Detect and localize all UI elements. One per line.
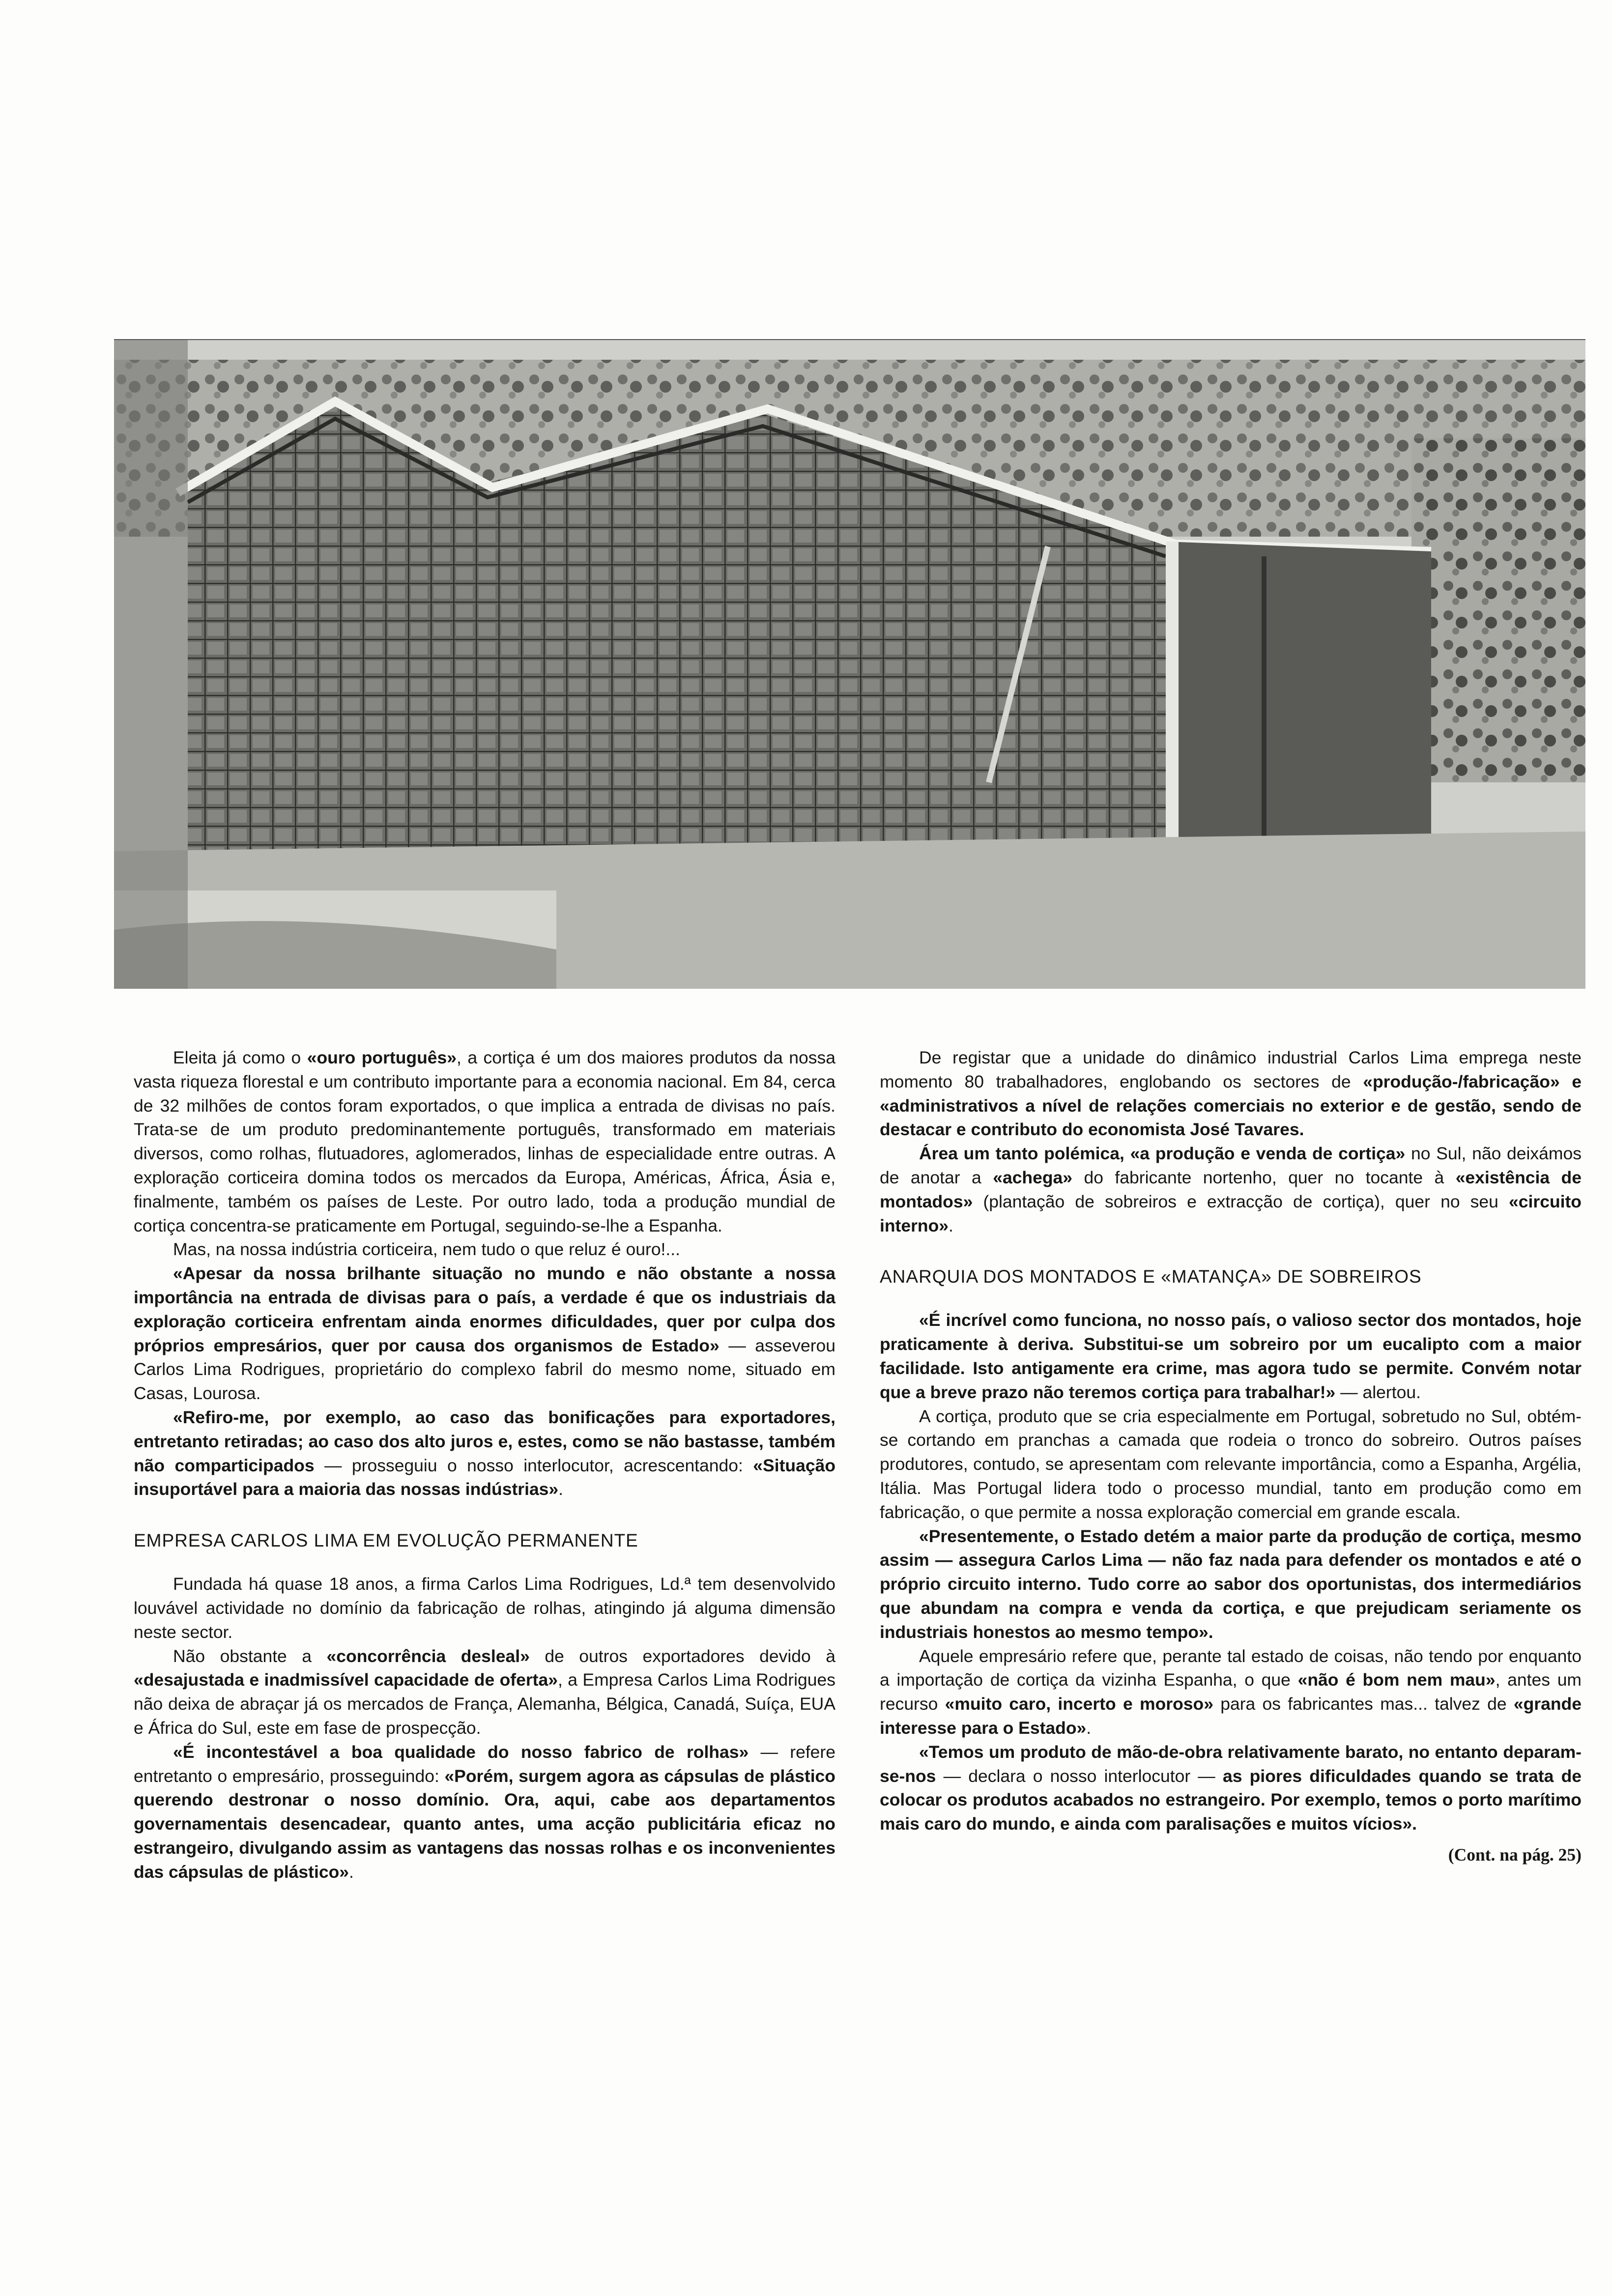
continued-on-page: (Cont. na pág. 25) (1448, 1844, 1582, 1865)
paragraph: De registar que a unidade do dinâmico industrial Carlos Lima emprega neste momento 80 trabalhadores, englobando os sectores de «produção-/fabricação» e «administrativos a nível de relações comerciais no exterior e de gestão, sendo de destacar e contributo do economista José Tavares. (880, 1048, 1582, 1140)
factory-photo (114, 339, 1585, 989)
factory-building-photo (114, 340, 1585, 989)
paragraph: «Apesar da nossa brilhante situação no mundo e não obstante a nossa importância na entrada de divisas para o país, a verdade é que os industriais da exploração corticeira enfrentam ainda enormes dificuldades, quer por culpa dos próprios empresários, quer por causa dos organismos de Estado» — asseverou Carlos Lima Rodrigues, proprietário do complexo fabril do mesmo nome, situado em Casas, Lourosa. (134, 1263, 836, 1404)
paragraph: «É incrível como funciona, no nosso país, o valioso sector dos montados, hoje praticamente à deriva. Substitui-se um sobreiro por um eucalipto com a maior facilidade. Isto antigamente era crime, mas agora tudo se permite. Convém notar que a breve prazo não teremos cortiça para trabalhar!» — alertou. (880, 1310, 1582, 1402)
section-heading: EMPRESA CARLOS LIMA EM EVOLUÇÃO PERMANENTE (134, 1530, 638, 1551)
paragraph: «Temos um produto de mão-de-obra relativamente barato, no entanto deparam-se-nos — declara o nosso interlocutor — as piores dificuldades quando se trata de colocar os produtos acabados no estrangeiro. Por exemplo, temos o porto marítimo mais caro do mundo, e ainda com paralisações e muitos vícios». (880, 1742, 1582, 1834)
paragraph: «Refiro-me, por exemplo, ao caso das bonificações para exportadores, entretanto retiradas; ao caso dos alto juros e, estes, como se não bastasse, também não comparticipados — prosseguiu o nosso interlocutor, acrescentando: «Situação insuportável para a maioria das nossas indústrias». (134, 1407, 836, 1499)
paragraph: Mas, na nossa indústria corticeira, nem tudo o que reluz é ouro!... (173, 1239, 681, 1260)
paragraph: «É incontestável a boa qualidade do nosso fabrico de rolhas» — refere entretanto o empresário, prosseguindo: «Porém, surgem agora as cápsulas de plástico querendo destronar o nosso domínio. Ora, aqui, cabe aos departamentos governamentais desencadear, quanto antes, uma acção publicitária eficaz no estrangeiro, divulgando assim as vantagens das nossas rolhas e os inconvenientes das cápsulas de plástico». (134, 1742, 835, 1882)
section-heading: ANARQUIA DOS MONTADOS E «MATANÇA» DE SOBREIROS (880, 1266, 1422, 1287)
article-left-column (134, 1046, 835, 1884)
article-right-column (880, 1046, 1582, 1867)
paragraph: «Presentemente, o Estado detém a maior parte da produção de cortiça, mesmo assim — assegura Carlos Lima — não faz nada para defender os montados e até o próprio circuito interno. Tudo corre ao sabor dos oportunistas, dos intermediários que abundam na compra e venda da cortiça, e que prejudicam seriamente os industriais honestos ao mesmo tempo». (880, 1526, 1582, 1642)
paragraph: Fundada há quase 18 anos, a firma Carlos Lima Rodrigues, Ld.ª tem desenvolvido louvável actividade no domínio da fabricação de rolhas, atingindo já alguma dimensão neste sector. (134, 1574, 835, 1642)
paragraph: Não obstante a «concorrência desleal» de outros exportadores devido à «desajustada e inadmissível capacidade de oferta», a Empresa Carlos Lima Rodrigues não deixa de abraçar já os mercados de França, Alemanha, Bélgica, Canadá, Suíça, EUA e África do Sul, este em fase de prospecção. (134, 1646, 835, 1738)
paragraph: A cortiça, produto que se cria especialmente em Portugal, sobretudo no Sul, obtém-se cortando em pranchas a camada que rodeia o tronco do sobreiro. Outros países produtores, contudo, se apresentam com relevante importância, como a Espanha, Argélia, Itália. Mas Portugal lidera todo o processo mundial, tanto em produção como em fabricação, o que permite a nossa exploração comercial em grande escala. (880, 1406, 1582, 1522)
paragraph: Área um tanto polémica, «a produção e venda de cortiça» no Sul, não deixámos de anotar a «achega» do fabricante nortenho, quer no tocante à «existência de montados» (plantação de sobreiros e extracção de cortiça), quer no seu «circuito interno». (880, 1144, 1582, 1235)
paragraph: Aquele empresário refere que, perante tal estado de coisas, não tendo por enquanto a importação de cortiça da vizinha Espanha, o que «não é bom nem mau», antes um recurso «muito caro, incerto e moroso» para os fabricantes mas... talvez de «grande interesse para o Estado». (880, 1646, 1582, 1738)
paragraph: Eleita já como o «ouro português», a cortiça é um dos maiores produtos da nossa vasta riqueza florestal e um contributo importante para a economia nacional. Em 84, cerca de 32 milhões de contos foram exportados, o que implica a entrada de divisas no país. Trata-se de um produto predominantemente português, transformado em materiais diversos, como rolhas, flutuadores, aglomerados, linhas de especialidade entre outras. A exploração corticeira domina todos os mercados da Europa, Américas, África, Ásia e, finalmente, também os países de Leste. Por outro lado, toda a produção mundial de cortiça concentra-se praticamente em Portugal, seguindo-se-lhe a Espanha. (134, 1048, 835, 1235)
